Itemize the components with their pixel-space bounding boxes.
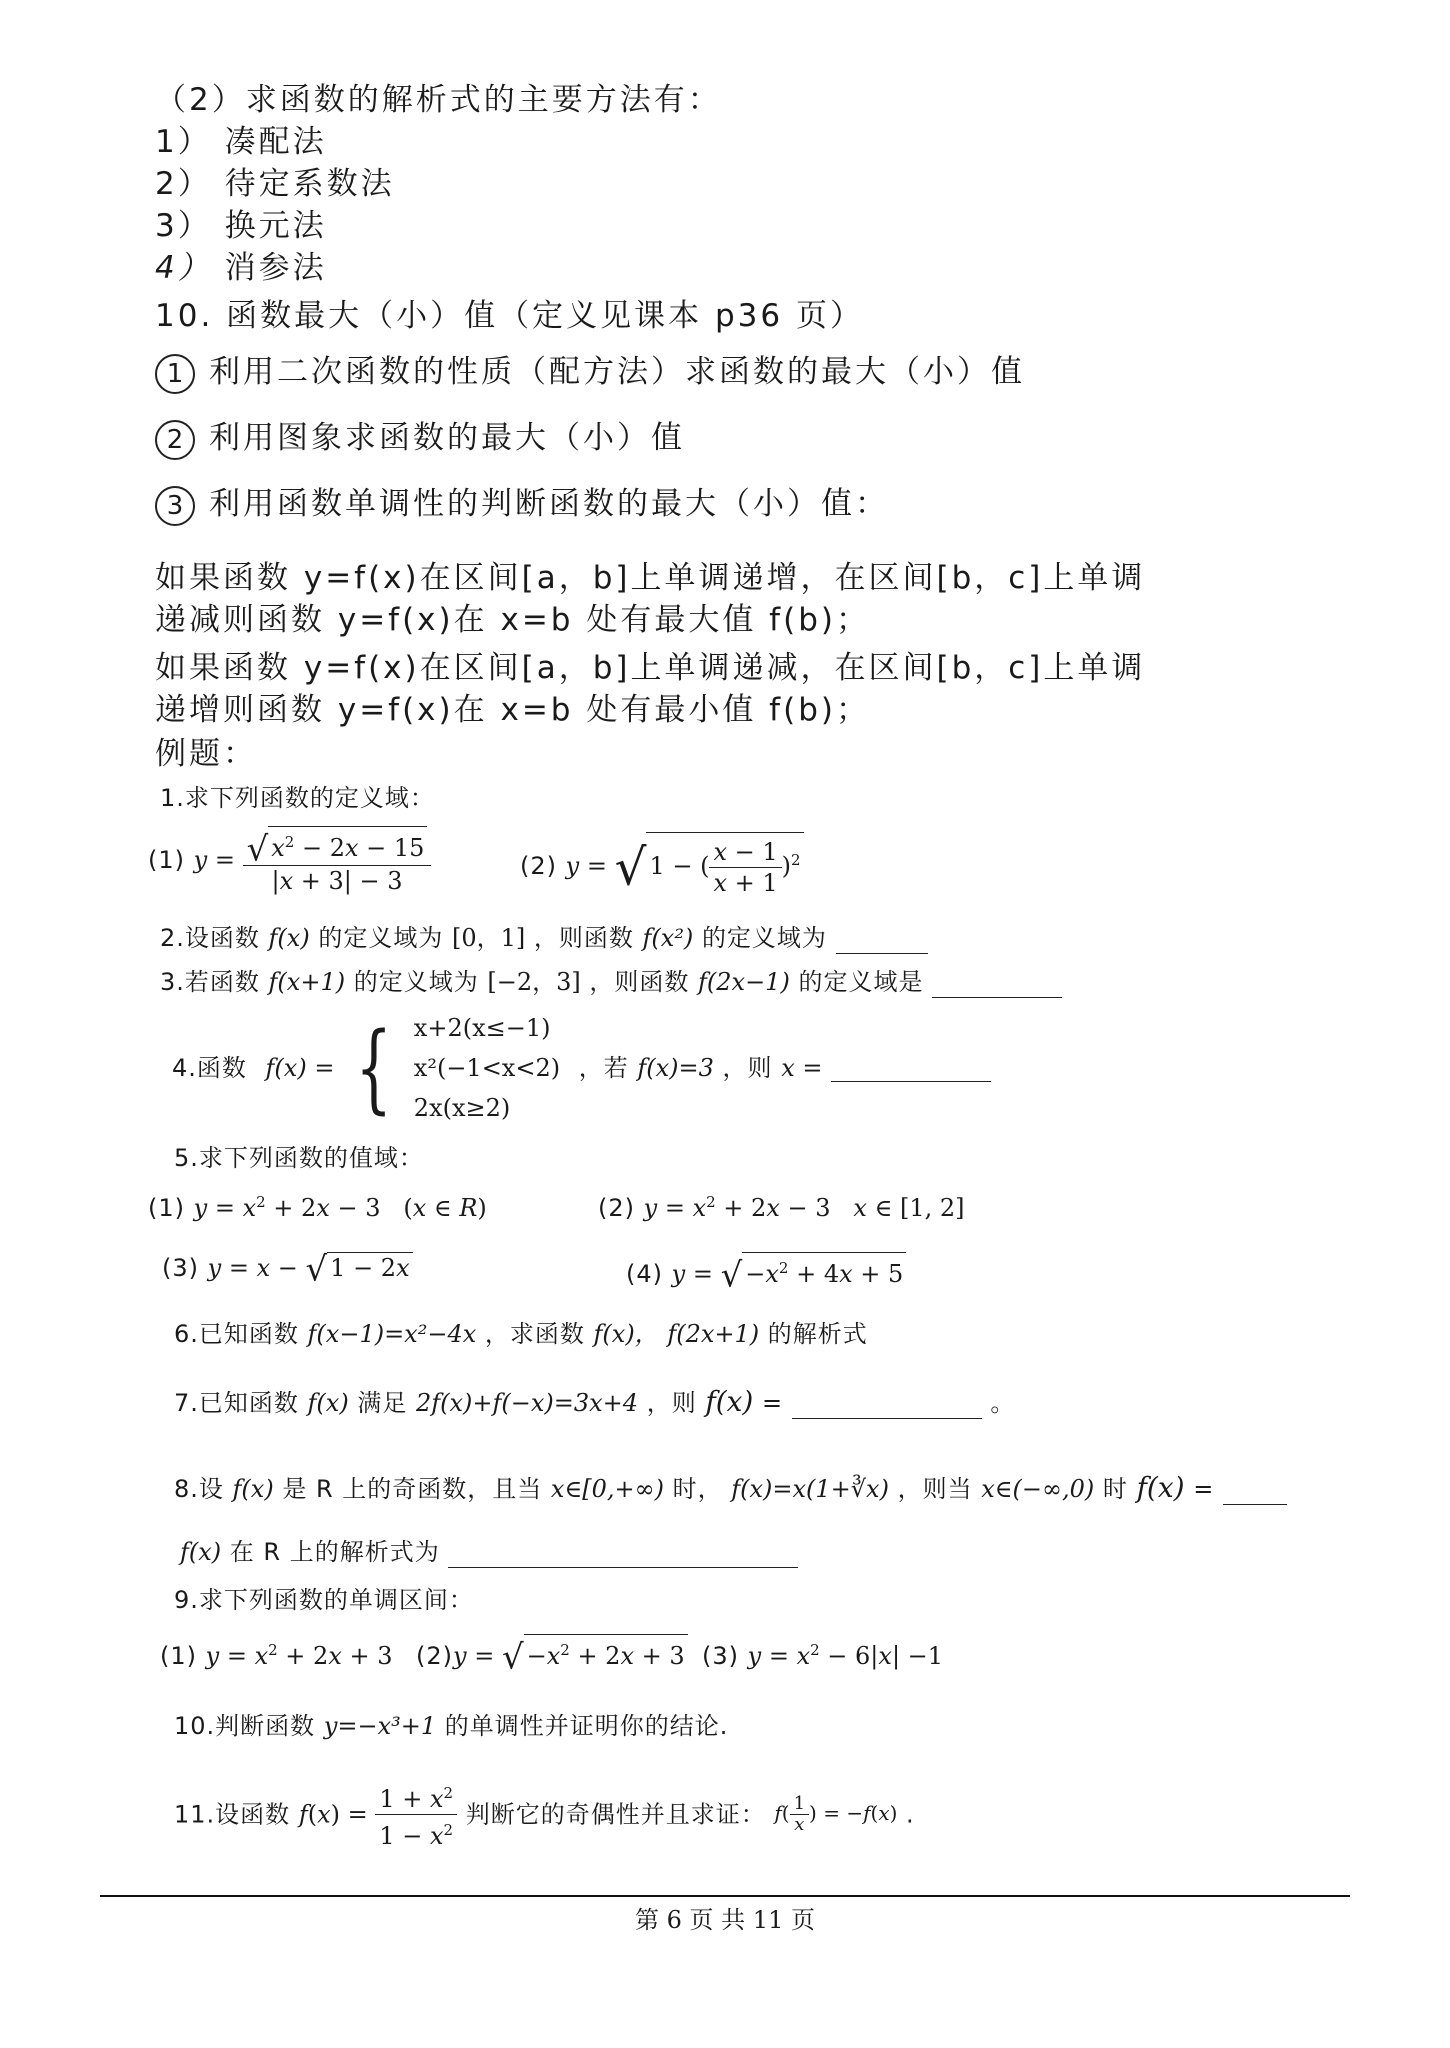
answer-blank[interactable] (932, 971, 1062, 998)
question-8: 8.设 f(x) 是 R 上的奇函数，且当 x∈[0,+∞) 时， f(x)=x(1+∛x) ，则当 x∈(−∞,0) 时 f(x) = (174, 1472, 1287, 1505)
question-8-part-b: f(x) 在 R 上的解析式为 (180, 1536, 798, 1568)
question-11: 11.设函数 f(x) = $\frac{1 + x^2}{1 - x^2}$ 判断它的奇偶性并且求证： f( $\frac{1}{x}$ ) = −f(x) . (174, 1778, 915, 1851)
question-2: 2.设函数 f(x) 的定义域为 [0，1] ，则函数 f(x²) 的定义域为 (160, 922, 928, 954)
q9-part-2: (2)y = √ $-x^2 + 2x + 3$ (416, 1634, 688, 1674)
question-1: 1.求下列函数的定义域： (160, 784, 435, 812)
left-brace: { (355, 1012, 393, 1124)
answer-blank[interactable] (1223, 1478, 1287, 1505)
circled-number: 3 (155, 486, 195, 526)
item-text: 凑配法 (224, 124, 327, 160)
q9-part-3: (3) $y = x^2 - 6|x| -1$ (702, 1641, 944, 1670)
piecewise-cases: x+2(x≤−1) x²(−1<x<2) 2x(x≥2) (413, 1014, 561, 1122)
method-item-2 (155, 164, 395, 204)
q5-part-4: (4) y = √ $-x^2 + 4x + 5$ (626, 1252, 906, 1292)
answer-blank[interactable] (448, 1541, 798, 1568)
examples-label: 例题： (155, 736, 257, 772)
question-6: 6.已知函数 f(x−1)=x²−4x ，求函数 f(x)， f(2x+1) 的解析式 (174, 1320, 868, 1348)
item-number: 4） (155, 250, 212, 286)
answer-blank[interactable] (836, 927, 928, 954)
q9-part-1: (1) $y = x^2 + 2x + 3$ (160, 1641, 393, 1670)
method-item-3 (155, 206, 327, 246)
point-text: 利用函数单调性的判断函数的最大（小）值： (209, 486, 889, 522)
item-text: 换元法 (224, 208, 327, 244)
item-text: 消参法 (224, 250, 327, 286)
answer-blank[interactable] (792, 1392, 982, 1419)
method-item-4 (155, 248, 327, 288)
section10-point-1 (155, 352, 1025, 394)
section10-point-2 (155, 418, 685, 460)
question-5: 5.求下列函数的值域： (174, 1144, 424, 1172)
fraction: $\frac{√ x^2 - 2x - 15}{|x + 3| - 3}$ (243, 826, 432, 896)
item-text: 待定系数法 (224, 166, 395, 202)
circled-number: 1 (155, 354, 195, 394)
question-4: 4.函数 f(x) = { x+2(x≤−1) x²(−1<x<2) 2x(x≥2) ，若 f(x)=3 ，则 x = (172, 1008, 991, 1128)
point-text: 利用图象求函数的最大（小）值 (209, 420, 685, 456)
section10-point-3 (155, 484, 889, 526)
q5-part-3: (3) y = x − √ 1 − 2x (162, 1252, 413, 1286)
item-number: 2） (155, 166, 212, 202)
page-footer: 第 6 页 共 11 页 (635, 1906, 815, 1934)
rule-line-4: 递增则函数 y=f(x)在 x=b 处有最小值 f(b)； (155, 692, 870, 728)
q5-part-1: (1) $y = x^2 + 2x - 3$ (x ∈ R) (148, 1193, 487, 1222)
section10-heading: 10. 函数最大（小）值（定义见课本 p36 页） (155, 298, 864, 334)
item-number: 1） (155, 124, 212, 160)
q5-part-2: (2) $y = x^2 + 2x - 3$ x ∈ [1, 2] (598, 1193, 965, 1222)
rule-line-2: 递减则函数 y=f(x)在 x=b 处有最大值 f(b)； (155, 602, 870, 638)
methods-heading: （2）求函数的解析式的主要方法有： (155, 82, 722, 118)
item-number: 3） (155, 208, 212, 244)
q1-part-2: (2) y = √ 1 − ( $\frac{x - 1}{x + 1}$ )$^2$ (520, 832, 804, 898)
circled-number: 2 (155, 420, 195, 460)
answer-blank[interactable] (831, 1055, 991, 1082)
method-item-1 (155, 122, 327, 162)
fraction: $\frac{1 + x^2}{1 - x^2}$ (375, 1778, 457, 1851)
rule-line-1: 如果函数 y=f(x)在区间[a，b]上单调递增，在区间[b，c]上单调 (155, 560, 1146, 596)
point-text: 利用二次函数的性质（配方法）求函数的最大（小）值 (209, 354, 1025, 390)
q1-part-1: (1) y = $\frac{√ x^2 - 2x - 15}{|x + 3| - 3}$ (148, 826, 431, 896)
question-9: 9.求下列函数的单调区间： (174, 1586, 474, 1614)
question-7: 7.已知函数 f(x) 满足 2f(x)+f(−x)=3x+4 ，则 f(x) = 。 (174, 1385, 1016, 1418)
footer-divider (100, 1895, 1350, 1897)
question-3: 3.若函数 f(x+1) 的定义域为 [−2，3] ，则函数 f(2x−1) 的定义域是 (160, 966, 1062, 998)
rule-line-3: 如果函数 y=f(x)在区间[a，b]上单调递减，在区间[b，c]上单调 (155, 650, 1146, 686)
question-10: 10.判断函数 y=−x³+1 的单调性并证明你的结论. (174, 1712, 729, 1740)
